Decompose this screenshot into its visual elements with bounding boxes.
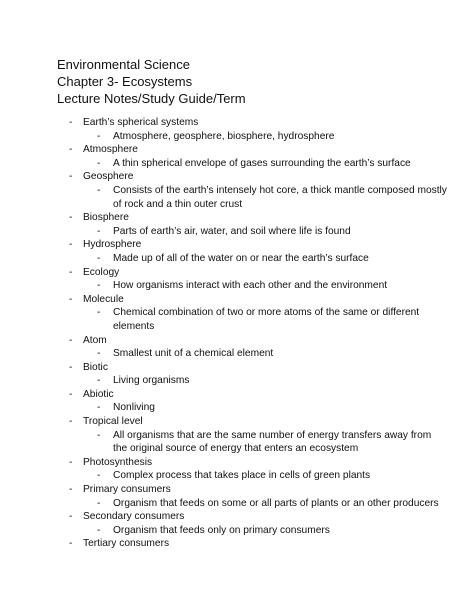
- bullet-dash: -: [97, 280, 101, 292]
- term-item: [57, 456, 447, 470]
- document-subtitle: Lecture Notes/Study Guide/Term: [57, 91, 246, 106]
- bullet-dash: -: [69, 484, 73, 496]
- term-label: Earth’s spherical systems: [83, 117, 199, 128]
- definition-text: Consists of the earth’s intensely hot core, a thick mantle composed mostly of rock and a thin outer crust: [113, 184, 447, 210]
- term-item: [57, 143, 447, 157]
- term-item: [57, 116, 447, 130]
- bullet-dash: -: [69, 144, 73, 156]
- term-item: [57, 211, 447, 225]
- bullet-dash: -: [69, 117, 73, 128]
- term-item: [57, 293, 447, 307]
- definition-text: Complex process that takes place in cells of green plants: [113, 470, 371, 482]
- bullet-dash: -: [97, 184, 101, 196]
- term-label: Atmosphere: [83, 144, 138, 156]
- term-label: Molecule: [83, 293, 124, 305]
- definition-text: How organisms interact with each other and the environment: [113, 280, 388, 292]
- definition-text: Organism that feeds on some or all parts of plants or an other producers: [113, 497, 439, 509]
- term-item: [57, 334, 447, 348]
- definition-text: Organism that feeds only on primary consumers: [113, 524, 330, 536]
- bullet-dash: -: [69, 266, 73, 278]
- term-item: [57, 415, 447, 429]
- term-definition: [57, 429, 447, 456]
- bullet-dash: -: [97, 307, 101, 319]
- term-item: [57, 388, 447, 402]
- term-label: Tertiary consumers: [83, 538, 170, 550]
- definition-text: Smallest unit of a chemical element: [113, 348, 274, 360]
- term-definition: [57, 347, 447, 361]
- definition-text: Chemical combination of two or more atoms of the same or different elements: [113, 307, 420, 332]
- term-item: [57, 361, 447, 375]
- bullet-dash: -: [97, 348, 101, 360]
- notes-list: [57, 116, 447, 551]
- bullet-dash: -: [69, 511, 73, 523]
- bullet-dash: -: [97, 402, 101, 414]
- term-definition: [57, 157, 447, 171]
- bullet-dash: -: [97, 130, 101, 142]
- bullet-dash: -: [69, 239, 73, 251]
- bullet-dash: -: [69, 538, 73, 550]
- bullet-dash: -: [97, 429, 101, 441]
- definition-text: Living organisms: [113, 375, 190, 387]
- term-label: Tropical level: [83, 416, 143, 428]
- definition-text: Nonliving: [113, 402, 155, 414]
- term-definition: [57, 225, 447, 239]
- term-label: Hydrosphere: [83, 239, 142, 251]
- term-label: Secondary consumers: [83, 511, 185, 523]
- term-definition: [57, 401, 447, 415]
- course-title: Environmental Science: [57, 57, 190, 72]
- bullet-dash: -: [97, 497, 101, 509]
- definition-text: All organisms that are the same number of energy transfers away from the original source of energy that enters an ecosystem: [113, 429, 432, 455]
- bullet-dash: -: [97, 225, 101, 237]
- term-definition: [57, 130, 447, 144]
- bullet-dash: -: [69, 388, 73, 400]
- definition-text: A thin spherical envelope of gases surrounding the earth’s surface: [113, 157, 411, 169]
- bullet-dash: -: [69, 293, 73, 305]
- term-item: [57, 266, 447, 280]
- term-definition: [57, 469, 447, 483]
- term-label: Biotic: [83, 361, 108, 373]
- bullet-dash: -: [69, 361, 73, 373]
- term-item: [57, 483, 447, 497]
- bullet-dash: -: [97, 470, 101, 482]
- term-definition: [57, 279, 447, 293]
- document-header: [57, 56, 246, 107]
- term-definition: [57, 374, 447, 388]
- term-label: Primary consumers: [83, 484, 171, 496]
- term-label: Abiotic: [83, 388, 114, 400]
- definition-text: Parts of earth’s air, water, and soil where life is found: [113, 225, 351, 237]
- term-item: [57, 170, 447, 184]
- term-label: Biosphere: [83, 212, 129, 224]
- bullet-dash: -: [69, 456, 73, 468]
- bullet-dash: -: [97, 157, 101, 169]
- term-definition: [57, 184, 447, 211]
- bullet-dash: -: [69, 212, 73, 224]
- term-item: [57, 537, 447, 551]
- term-label: Ecology: [83, 266, 120, 278]
- term-definition: [57, 524, 447, 538]
- bullet-dash: -: [97, 524, 101, 536]
- term-definition: [57, 497, 447, 511]
- term-definition: [57, 306, 447, 333]
- bullet-dash: -: [69, 416, 73, 428]
- term-label: Atom: [83, 334, 107, 346]
- term-label: Photosynthesis: [83, 456, 153, 468]
- definition-text: Atmosphere, geosphere, biosphere, hydrosphere: [113, 130, 335, 142]
- bullet-dash: -: [97, 375, 101, 387]
- definition-text: Made up of all of the water on or near the earth’s surface: [113, 252, 369, 264]
- term-label: Geosphere: [83, 171, 134, 183]
- term-definition: [57, 252, 447, 266]
- bullet-dash: -: [97, 252, 101, 264]
- term-item: [57, 510, 447, 524]
- bullet-dash: -: [69, 171, 73, 183]
- term-item: [57, 238, 447, 252]
- chapter-title: Chapter 3- Ecosystems: [57, 74, 193, 89]
- bullet-dash: -: [69, 334, 73, 346]
